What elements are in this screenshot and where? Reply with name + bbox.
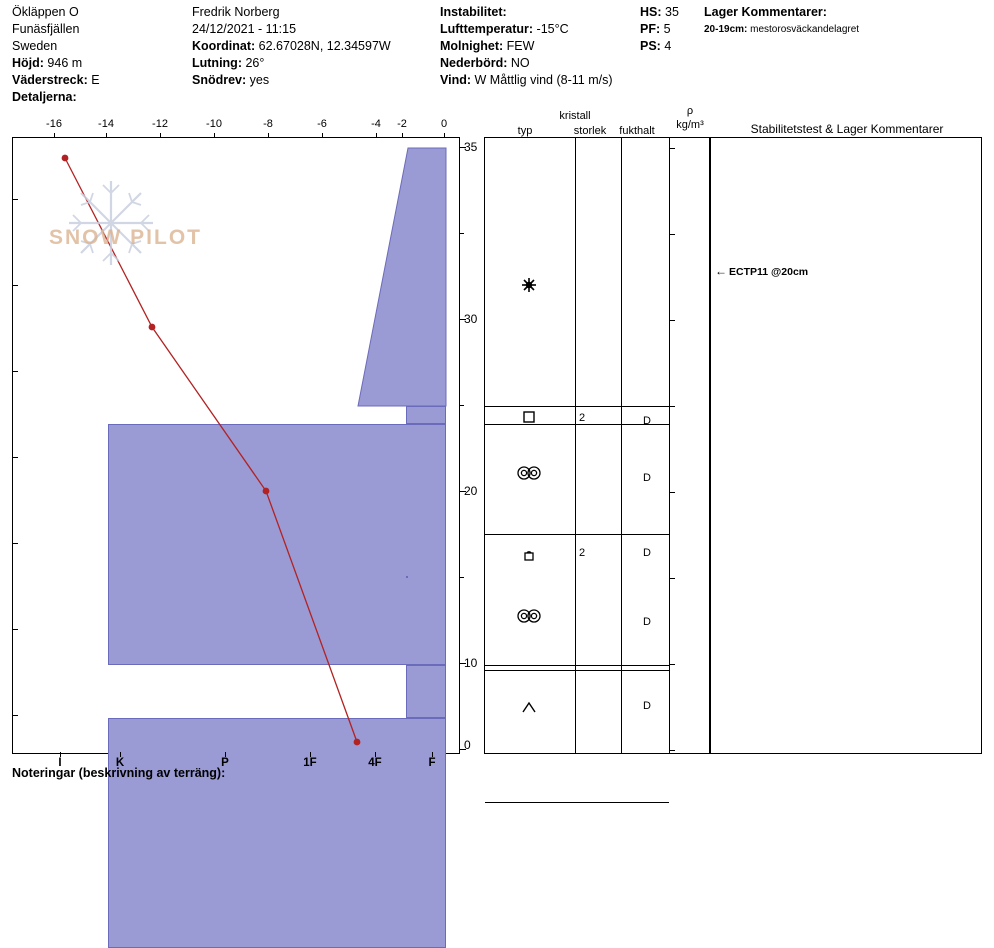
depth-label-35: 35 bbox=[464, 140, 478, 154]
temp-tick-label: -10 bbox=[206, 118, 222, 130]
hs-value: 35 bbox=[665, 5, 679, 19]
cloud-value: FEW bbox=[506, 39, 535, 53]
crystal-size-header: storlek bbox=[573, 125, 607, 137]
depth-label-10: 10 bbox=[464, 656, 478, 670]
wind-label: Vind: bbox=[440, 73, 472, 87]
snowdrift-value: yes bbox=[249, 73, 270, 87]
layer-boundary bbox=[485, 670, 669, 671]
crystal-column-headers bbox=[484, 110, 670, 140]
sh-icon bbox=[520, 700, 538, 714]
grain-symbol-rg-upper bbox=[501, 465, 557, 484]
precip-value: NO bbox=[510, 56, 530, 70]
depth-minor-tick bbox=[460, 405, 464, 406]
temp-point bbox=[62, 155, 69, 162]
cloud-label: Molnighet: bbox=[440, 39, 504, 53]
wetness-value: D bbox=[643, 472, 651, 484]
temp-tick-label: -14 bbox=[98, 118, 114, 130]
ps-label: PS: bbox=[640, 39, 661, 53]
observation-datetime: 24/12/2021 - 11:15 bbox=[192, 22, 297, 36]
density-tick bbox=[670, 578, 675, 579]
rg-icon bbox=[516, 608, 542, 624]
stability-column-header: Stabilitetstest & Lager Kommentarer bbox=[750, 122, 944, 136]
depth-axis bbox=[460, 137, 484, 754]
slope-label: Lutning: bbox=[192, 56, 242, 70]
temp-point bbox=[354, 739, 361, 746]
wetness-value: D bbox=[643, 415, 651, 427]
depth-label-20: 20 bbox=[464, 484, 478, 498]
hardness-label-f: F bbox=[428, 757, 436, 769]
stability-test-label: ECTP11 @20cm bbox=[729, 266, 809, 278]
grain-size-value: 2 bbox=[579, 547, 586, 559]
density-tick bbox=[670, 320, 675, 321]
snow-profile-plot bbox=[12, 137, 460, 754]
df-icon bbox=[522, 548, 536, 562]
airtemp-label: Lufttemperatur: bbox=[440, 22, 534, 36]
hs-label: HS: bbox=[640, 5, 662, 19]
precip-label: Nederbörd: bbox=[440, 56, 508, 70]
layer-comment-text: mestorosväckandelagret bbox=[750, 24, 860, 35]
wetness-value: D bbox=[643, 700, 651, 712]
wind-value: W Måttlig vind (8-11 m/s) bbox=[474, 73, 613, 87]
grain-symbol-fc bbox=[501, 410, 557, 427]
layer-boundary bbox=[485, 802, 669, 803]
temp-tick-label: -2 bbox=[397, 118, 407, 130]
crystal-type-header: typ bbox=[517, 125, 533, 137]
hardness-label-4f: 4F bbox=[368, 757, 382, 769]
ps-value: 4 bbox=[664, 39, 672, 53]
temp-tick-label: -6 bbox=[317, 118, 327, 130]
details-label: Detaljerna: bbox=[12, 90, 77, 104]
profile-header bbox=[0, 0, 994, 108]
layer-boundary bbox=[485, 665, 669, 666]
watermark-text: SNOW PILOT bbox=[49, 226, 202, 249]
crystal-col-divider bbox=[575, 138, 576, 753]
layer-comments-title: Lager Kommentarer: bbox=[704, 5, 827, 19]
crystal-wetness-header: fukthalt bbox=[619, 125, 655, 137]
temperature-line bbox=[13, 138, 461, 755]
wetness-value: D bbox=[643, 616, 651, 628]
hardness-label-1f: 1F bbox=[303, 757, 317, 769]
notes-label: Noteringar (beskrivning av terräng): bbox=[12, 766, 226, 780]
hardness-label-p: P bbox=[221, 757, 229, 769]
crystal-group-header: kristall bbox=[559, 110, 591, 122]
density-column bbox=[670, 137, 710, 754]
elevation-value: 946 m bbox=[47, 56, 83, 70]
grain-symbol-df bbox=[501, 548, 557, 565]
fc-icon bbox=[522, 410, 536, 424]
depth-minor-tick bbox=[460, 577, 464, 578]
density-tick bbox=[670, 492, 675, 493]
layer-boundary bbox=[485, 406, 669, 407]
crystal-table bbox=[484, 137, 670, 754]
aspect-value: E bbox=[91, 73, 100, 87]
temp-tick-label: -16 bbox=[46, 118, 62, 130]
grain-size-value: 2 bbox=[579, 412, 586, 424]
density-tick bbox=[670, 148, 675, 149]
layer-comment-depth: 20-19cm: bbox=[704, 24, 748, 35]
pp-icon bbox=[520, 276, 538, 294]
layer-boundary bbox=[485, 534, 669, 535]
rg-icon bbox=[516, 465, 542, 481]
pf-value: 5 bbox=[663, 22, 671, 36]
stability-column bbox=[710, 137, 982, 754]
hardness-label-i: I bbox=[58, 757, 62, 769]
density-tick bbox=[670, 750, 675, 751]
density-symbol: ρ bbox=[686, 105, 694, 117]
density-tick bbox=[670, 664, 675, 665]
temp-point bbox=[149, 324, 156, 331]
site-region: Funäsfjällen bbox=[12, 22, 80, 36]
snowdrift-label: Snödrev: bbox=[192, 73, 247, 87]
stability-arrow-icon: ← bbox=[715, 264, 727, 278]
density-unit: kg/m³ bbox=[676, 119, 704, 131]
temp-point bbox=[263, 488, 270, 495]
wetness-value: D bbox=[643, 547, 651, 559]
header-observer-column bbox=[192, 4, 437, 89]
density-tick bbox=[670, 406, 675, 407]
pf-label: PF: bbox=[640, 22, 661, 36]
elevation-label: Höjd: bbox=[12, 56, 44, 70]
grain-symbol-sh bbox=[501, 700, 557, 717]
density-tick bbox=[670, 234, 675, 235]
site-country: Sweden bbox=[12, 39, 58, 53]
header-layer-comments-column bbox=[704, 4, 994, 38]
density-column-header bbox=[668, 104, 712, 138]
coordinate-value: 62.67028N, 12.34597W bbox=[258, 39, 391, 53]
header-hs-column bbox=[640, 4, 710, 55]
temp-tick-label: 0 bbox=[440, 118, 448, 130]
crystal-col-divider bbox=[621, 138, 622, 753]
header-location-column bbox=[12, 4, 192, 106]
temperature-axis bbox=[12, 118, 462, 138]
observer-name: Fredrik Norberg bbox=[192, 5, 280, 19]
depth-minor-tick bbox=[460, 233, 464, 234]
airtemp-value: -15°C bbox=[536, 22, 569, 36]
slope-value: 26° bbox=[245, 56, 265, 70]
site-name: Ökläppen O bbox=[12, 5, 79, 19]
grain-symbol-pp bbox=[501, 276, 557, 297]
temp-tick-label: -8 bbox=[263, 118, 273, 130]
depth-label-0: 0 bbox=[464, 738, 471, 752]
coordinate-label: Koordinat: bbox=[192, 39, 256, 53]
instability-label: Instabilitet: bbox=[440, 5, 507, 19]
temp-tick-label: -12 bbox=[152, 118, 168, 130]
aspect-label: Väderstreck: bbox=[12, 73, 88, 87]
temp-tick-label: -4 bbox=[371, 118, 381, 130]
hardness-label-k: K bbox=[115, 757, 125, 769]
depth-label-30: 30 bbox=[464, 312, 478, 326]
grain-symbol-rg-lower bbox=[501, 608, 557, 627]
